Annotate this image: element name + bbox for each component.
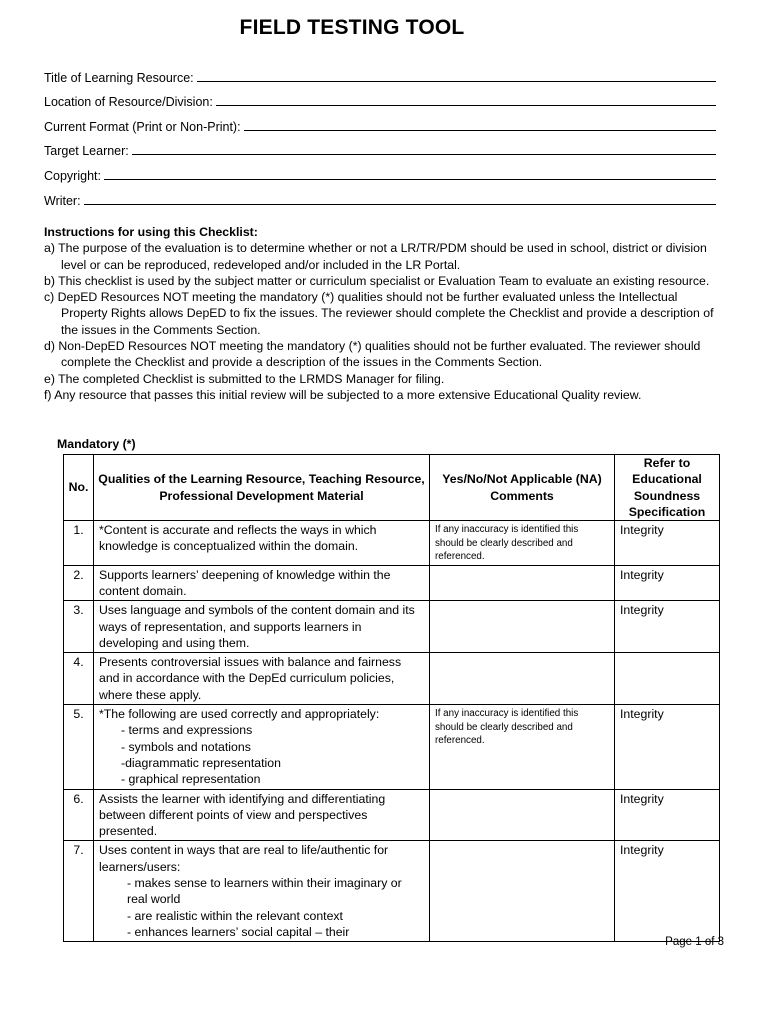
row-number: 6.: [64, 789, 94, 841]
table-header-row: [64, 455, 720, 521]
field-blank-line[interactable]: [132, 140, 716, 155]
field-blank-line[interactable]: [84, 190, 716, 205]
row-sub-item: - symbols and notations: [121, 739, 251, 754]
instructions-heading: Instructions for using this Checklist:: [44, 225, 258, 239]
row-number: 5.: [64, 705, 94, 789]
row-quality: *Content is accurate and reflects the ways in which knowledge is conceptualized within the domain.: [94, 521, 430, 566]
instruction-item: e) The completed Checklist is submitted to the LRMDS Manager for filing.: [44, 371, 445, 386]
row-refer: Integrity: [615, 705, 720, 789]
header-comments: Yes/No/Not Applicable (NA) Comments: [430, 455, 615, 521]
row-quality-text: *The following are used correctly and appropriately:: [99, 707, 380, 722]
row-quality: [94, 841, 430, 942]
field-label: Target Learner:: [44, 144, 129, 159]
table-row: [64, 841, 720, 942]
field-label: Writer:: [44, 193, 81, 208]
field-blank-line[interactable]: [244, 116, 716, 131]
row-comment[interactable]: [430, 601, 615, 653]
instruction-item: a) The purpose of the evaluation is to determine whether or not a LR/TR/PDM should be used in school, district or division level or can be reproduced, redeveloped and/or included in the LR Portal.: [44, 241, 707, 272]
field-blank-line[interactable]: [197, 67, 716, 82]
row-number: 7.: [64, 841, 94, 942]
field-label: Copyright:: [44, 168, 101, 183]
field-writer: [44, 183, 716, 208]
instruction-item: d) Non-DepED Resources NOT meeting the mandatory (*) qualities should not be further evaluated. The reviewer should complete the Checklist and provide a description of the issues in the Comments Section.: [44, 339, 701, 370]
row-quality: Uses language and symbols of the content domain and its ways of representation, and supports learners in developing and using them.: [94, 601, 430, 653]
field-blank-line[interactable]: [104, 165, 716, 180]
row-refer: Integrity: [615, 841, 720, 942]
resource-info-fields: [44, 60, 716, 208]
row-quality-text: Uses content in ways that are real to life/authentic for learners/users:: [99, 843, 389, 874]
row-number: 2.: [64, 565, 94, 601]
table-row: [64, 601, 720, 653]
row-quality: Assists the learner with identifying and differentiating between different points of view and perspectives presented.: [94, 789, 430, 841]
header-refer: Refer to Educational Soundness Specification: [615, 455, 720, 521]
table-row: [64, 565, 720, 601]
row-number: 3.: [64, 601, 94, 653]
row-sub-item: - are realistic within the relevant context: [127, 908, 343, 923]
instruction-item: b) This checklist is used by the subject matter or curriculum specialist or Evaluation Team to evaluate an existing resource.: [44, 273, 710, 288]
row-comment[interactable]: [430, 653, 615, 705]
page-number: Page 1 of 3: [665, 936, 724, 948]
row-number: 4.: [64, 653, 94, 705]
row-sub-item: - terms and expressions: [121, 723, 253, 738]
field-title: [44, 60, 716, 85]
row-quality: Supports learners’ deepening of knowledge within the content domain.: [94, 565, 430, 601]
row-comment[interactable]: If any inaccuracy is identified this should be clearly described and referenced.: [430, 521, 615, 566]
field-format: [44, 109, 716, 134]
row-sub-item: -diagrammatic representation: [121, 755, 281, 770]
row-comment[interactable]: [430, 565, 615, 601]
row-quality: Presents controversial issues with balance and fairness and in accordance with the DepEd curriculum policies, where these apply.: [94, 653, 430, 705]
field-target-learner: [44, 134, 716, 159]
row-comment[interactable]: [430, 789, 615, 841]
row-refer: Integrity: [615, 789, 720, 841]
page-title: FIELD TESTING TOOL: [239, 16, 465, 39]
row-comment[interactable]: [430, 841, 615, 942]
header-qualities: Qualities of the Learning Resource, Teaching Resource, Professional Development Material: [94, 455, 430, 521]
row-refer: Integrity: [615, 565, 720, 601]
instruction-item: f) Any resource that passes this initial review will be subjected to a more extensive Educational Quality review.: [44, 387, 642, 402]
field-label: Location of Resource/Division:: [44, 95, 213, 110]
instructions-section: [44, 224, 720, 403]
row-number: 1.: [64, 521, 94, 566]
table-row: [64, 705, 720, 789]
header-no: No.: [64, 455, 94, 521]
row-comment[interactable]: If any inaccuracy is identified this should be clearly described and referenced.: [430, 705, 615, 789]
row-refer: [615, 653, 720, 705]
row-sub-item: - enhances learners’ social capital – their: [127, 924, 350, 939]
field-blank-line[interactable]: [216, 91, 716, 106]
row-sub-item: - graphical representation: [121, 772, 261, 787]
row-quality: [94, 705, 430, 789]
field-copyright: [44, 158, 716, 183]
mandatory-label: Mandatory (*): [57, 437, 136, 451]
table-row: [64, 521, 720, 566]
instruction-item: c) DepED Resources NOT meeting the mandatory (*) qualities should not be further evaluated unless the Intellectual Property Rights allows DepED to fix the issues. The reviewer should complete the Checklist and provide a description of the issues in the Comments Section.: [44, 290, 714, 337]
field-location: [44, 85, 716, 110]
field-label: Title of Learning Resource:: [44, 70, 194, 85]
table-row: [64, 789, 720, 841]
checklist-table: [63, 454, 720, 942]
row-refer: Integrity: [615, 521, 720, 566]
row-refer: Integrity: [615, 601, 720, 653]
table-row: [64, 653, 720, 705]
row-sub-item: - makes sense to learners within their imaginary or real world: [127, 876, 402, 907]
field-label: Current Format (Print or Non-Print):: [44, 119, 241, 134]
